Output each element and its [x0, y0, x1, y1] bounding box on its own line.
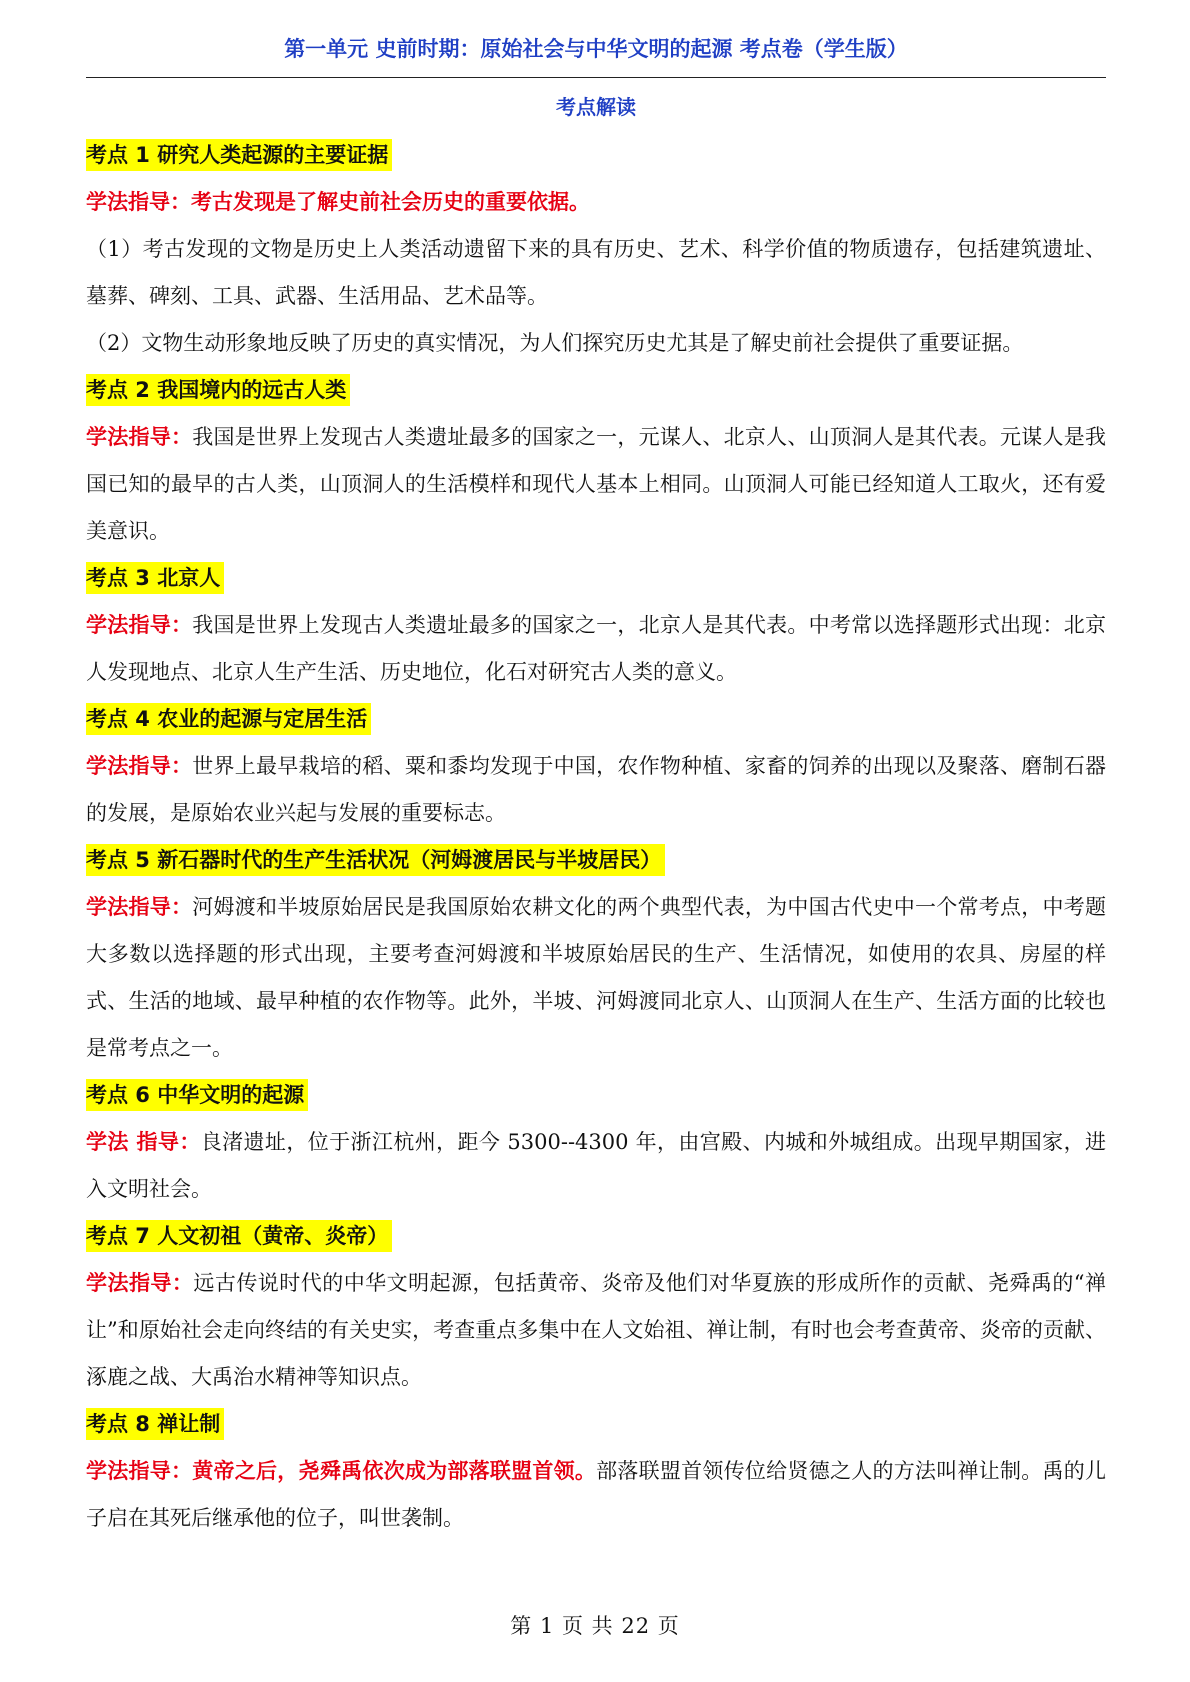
study-guide-label: 学法指导：: [86, 1459, 193, 1483]
exam-point-block: [86, 696, 1106, 837]
exam-point-title-highlight: 考点 1 研究人类起源的主要证据: [86, 139, 392, 171]
exam-point-title-highlight: 考点 5 新石器时代的生产生活状况（河姆渡居民与半坡居民）: [86, 844, 665, 876]
study-guide-label: 学法指导：: [86, 613, 193, 637]
study-guide-label: 学法 指导：: [86, 1130, 201, 1154]
section-title: 考点解读: [556, 95, 636, 119]
exam-point-title-highlight: 考点 4 农业的起源与定居生活: [86, 703, 371, 735]
study-guide-label: 学法指导：: [86, 895, 193, 919]
exam-point-title-highlight: 考点 7 人文初祖（黄帝、炎帝）: [86, 1220, 392, 1252]
study-guide: [86, 1260, 1106, 1401]
study-guide: [86, 1448, 1106, 1542]
study-guide-label: 学法指导：: [86, 754, 193, 778]
exam-point-title: [86, 367, 1106, 414]
page-footer: 第 1 页 共 22 页: [510, 1614, 680, 1638]
exam-point-block: [86, 1213, 1106, 1401]
study-guide: [86, 884, 1106, 1072]
exam-point-block: [86, 555, 1106, 696]
exam-point-block: [86, 1072, 1106, 1213]
study-guide: [86, 414, 1106, 555]
exam-point-block: [86, 367, 1106, 555]
study-guide-text: 我国是世界上发现古人类遗址最多的国家之一，北京人是其代表。中考常以选择题形式出现：北京人发现地点、北京人生产生活、历史地位，化石对研究古人类的意义。: [86, 613, 1107, 684]
study-guide-text: 远古传说时代的中华文明起源，包括黄帝、炎帝及他们对华夏族的形成所作的贡献、尧舜禹的“禅让”和原始社会走向终结的有关史实，考查重点多集中在人文始祖、禅让制，有时也会考查黄帝、炎帝的贡献、涿鹿之战、大禹治水精神等知识点。: [86, 1271, 1107, 1389]
study-guide-label: 学法指导：: [86, 1271, 194, 1295]
study-guide-text: 世界上最早栽培的稻、粟和黍均发现于中国，农作物种植、家畜的饲养的出现以及聚落、磨制石器的发展，是原始农业兴起与发展的重要标志。: [86, 754, 1107, 825]
exam-point-title: [86, 1401, 1106, 1448]
study-guide-text: 河姆渡和半坡原始居民是我国原始农耕文化的两个典型代表，为中国古代史中一个常考点，中考题大多数以选择题的形式出现，主要考查河姆渡和半坡原始居民的生产、生活情况，如使用的农具、房屋的样式、生活的地域、最早种植的农作物等。此外，半坡、河姆渡同北京人、山顶洞人在生产、生活方面的比较也是常考点之一。: [86, 895, 1107, 1060]
study-guide-text: 良渚遗址，位于浙江杭州，距今 5300--4300 年，由宫殿、内城和外城组成。出现早期国家，进入文明社会。: [86, 1130, 1106, 1201]
study-guide-text: 部落联盟首领传位给贤德之人的方法叫禅让制。禹的儿子启在其死后继承他的位子，叫世袭制。: [86, 1459, 1107, 1530]
study-guide: [86, 179, 1106, 226]
study-guide: [86, 743, 1106, 837]
exam-point-title-highlight: 考点 3 北京人: [86, 562, 224, 594]
body-paragraph: （1）考古发现的文物是历史上人类活动遗留下来的具有历史、艺术、科学价值的物质遗存，包括建筑遗址、墓葬、碑刻、工具、武器、生活用品、艺术品等。: [86, 237, 1106, 308]
study-guide-label: 学法指导：: [86, 190, 191, 214]
header-divider: [86, 77, 1106, 78]
exam-point-block: [86, 1401, 1106, 1542]
study-guide-emphasis: 考古发现是了解史前社会历史的重要依据。: [191, 190, 590, 214]
study-guide-label: 学法指导：: [86, 425, 193, 449]
exam-points-list: [86, 132, 1106, 1542]
exam-point-title-highlight: 考点 6 中华文明的起源: [86, 1079, 308, 1111]
exam-point-title: [86, 1213, 1106, 1260]
study-guide-emphasis: 黄帝之后，尧舜禹依次成为部落联盟首领。: [192, 1459, 597, 1483]
document-title: 第一单元 史前时期：原始社会与中华文明的起源 考点卷（学生版）: [284, 37, 908, 61]
exam-point-title: [86, 132, 1106, 179]
exam-point-block: [86, 837, 1106, 1072]
exam-point-title-highlight: 考点 2 我国境内的远古人类: [86, 374, 350, 406]
study-guide: [86, 1119, 1106, 1213]
exam-point-title-highlight: 考点 8 禅让制: [86, 1408, 224, 1440]
exam-point-block: [86, 132, 1106, 367]
study-guide: [86, 602, 1106, 696]
exam-point-title: [86, 555, 1106, 602]
exam-point-title: [86, 837, 1106, 884]
document-page: [86, 0, 1106, 1542]
body-paragraph: （2）文物生动形象地反映了历史的真实情况，为人们探究历史尤其是了解史前社会提供了重要证据。: [86, 331, 1024, 355]
exam-point-title: [86, 696, 1106, 743]
study-guide-text: 我国是世界上发现古人类遗址最多的国家之一，元谋人、北京人、山顶洞人是其代表。元谋人是我国已知的最早的古人类，山顶洞人的生活模样和现代人基本上相同。山顶洞人可能已经知道人工取火，还有爱美意识。: [86, 425, 1107, 543]
exam-point-title: [86, 1072, 1106, 1119]
